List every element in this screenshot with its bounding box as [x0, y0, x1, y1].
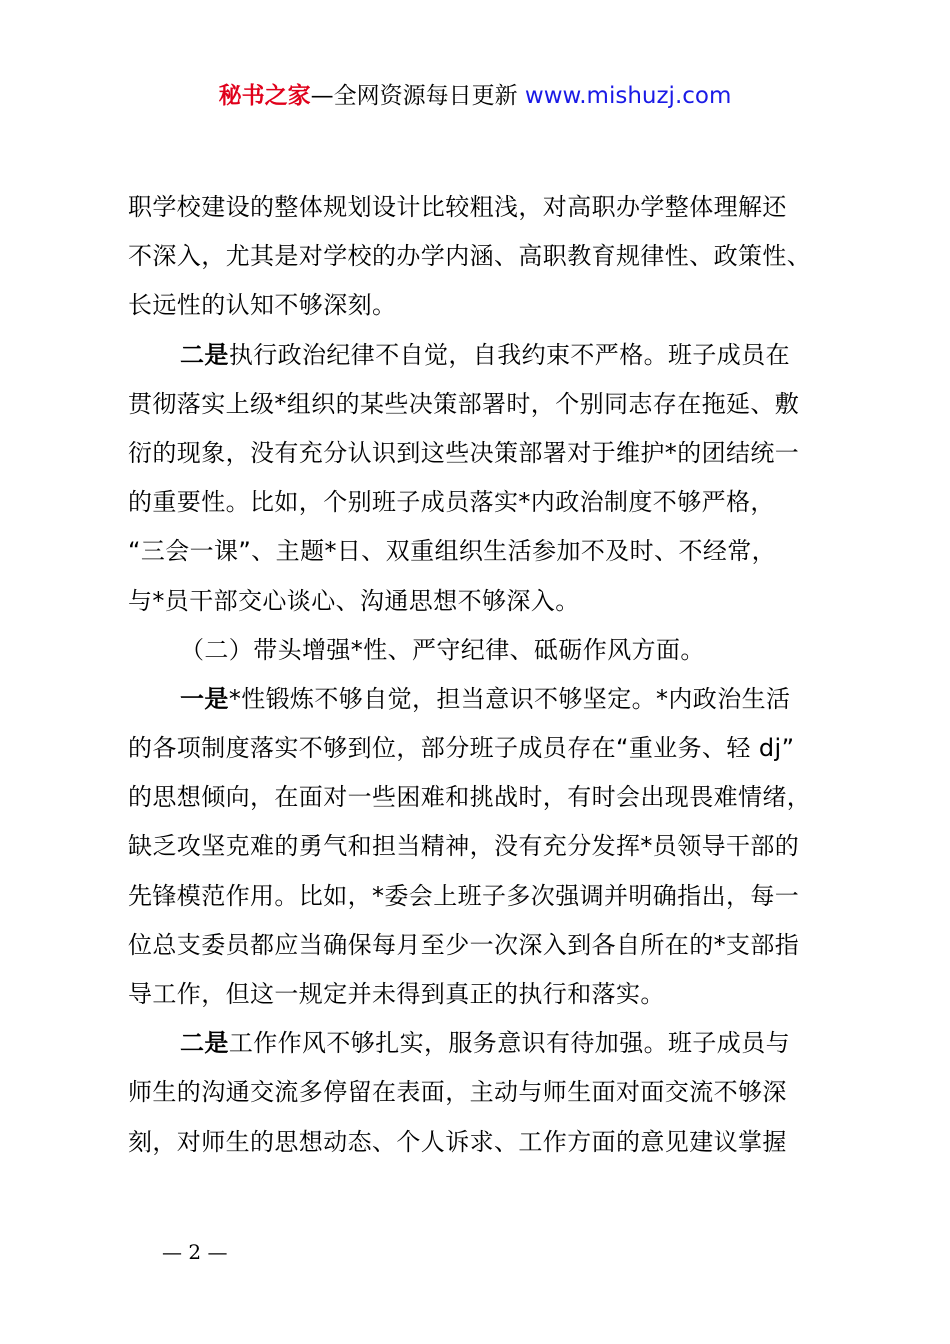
paragraph-line: 职学校建设的整体规划设计比较粗浅，对高职办学整体理解还: [128, 193, 787, 221]
paragraph-line: 二是工作作风不够扎实，服务意识有待加强。班子成员与: [180, 1029, 791, 1058]
paragraph-line: 二是执行政治纪律不自觉，自我约束不严格。班子成员在: [180, 340, 791, 369]
point-marker: 一是: [180, 684, 229, 713]
paragraph-line: 导工作，但这一规定并未得到真正的执行和落实。: [128, 980, 665, 1008]
paragraph-line: 不深入，尤其是对学校的办学内涵、高职教育规律性、政策性、: [128, 242, 812, 271]
section-heading: （二）带头增强*性、严守纪律、砥砺作风方面。: [180, 635, 705, 664]
paragraph-line: 长远性的认知不够深刻。: [128, 291, 397, 320]
point-marker: 二是: [180, 340, 229, 369]
paragraph-line: 贯彻落实上级*组织的某些决策部署时，个别同志存在拖延、敷: [128, 389, 800, 418]
paragraph-line: 一是*性锻炼不够自觉，担当意识不够坚定。*内政治生活: [180, 684, 791, 713]
paragraph-line: “三会一课”、主题*日、双重组织生活参加不及时、不经常，: [128, 537, 777, 566]
paragraph-line: 与*员干部交心谈心、沟通思想不够深入。: [128, 586, 580, 615]
paragraph-line: 位总支委员都应当确保每月至少一次深入到各自所在的*支部指: [128, 930, 800, 959]
page-header: [0, 80, 950, 112]
paragraph-line: 刻，对师生的思想动态、个人诉求、工作方面的意见建议掌握: [128, 1127, 787, 1156]
document-body: [128, 183, 833, 1167]
paragraph-line: 的思想倾向，在面对一些困难和挑战时，有时会出现畏难情绪，: [128, 783, 812, 812]
paragraph-line: 的各项制度落实不够到位，部分班子成员存在“重业务、轻 dj”: [128, 734, 795, 763]
paragraph-line: 衍的现象，没有充分认识到这些决策部署对于维护*的团结统一: [128, 438, 800, 467]
site-tagline: —全网资源每日更新: [310, 83, 518, 109]
paragraph-line: 师生的沟通交流多停留在表面，主动与师生面对面交流不够深: [128, 1078, 787, 1107]
paragraph-line: 的重要性。比如，个别班子成员落实*内政治制度不够严格，: [128, 488, 775, 517]
point-marker: 二是: [180, 1029, 229, 1058]
site-url-link[interactable]: www.mishuzj.com: [524, 83, 732, 109]
paragraph-line: 先锋模范作用。比如，*委会上班子多次强调并明确指出，每一: [128, 881, 800, 910]
paragraph-line: 缺乏攻坚克难的勇气和担当精神，没有充分发挥*员领导干部的: [128, 832, 800, 861]
site-brand: 秘书之家: [218, 83, 311, 109]
page-number: — 2 —: [162, 1240, 228, 1264]
